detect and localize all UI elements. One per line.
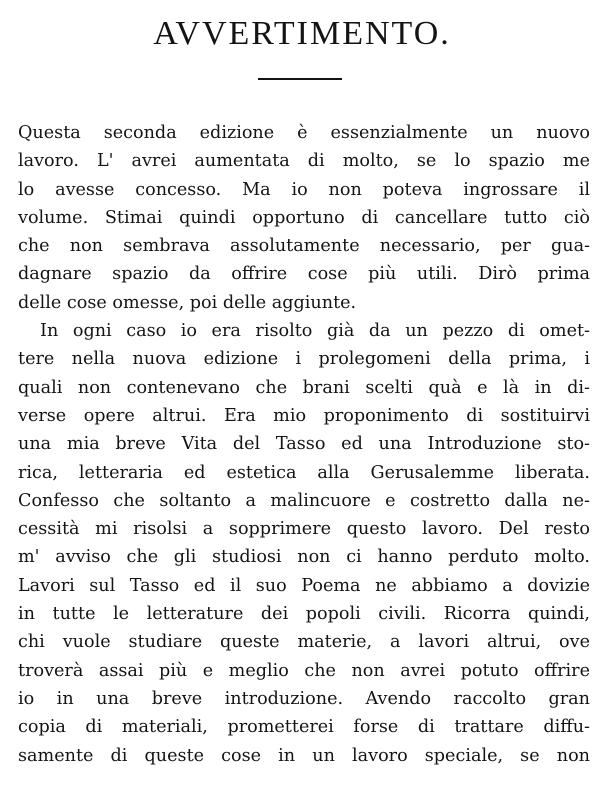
text-line: una mia breve Vita del Tasso ed una Introduzione sto-	[18, 434, 590, 455]
text-line: io in una breve introduzione. Avendo raccolto gran	[18, 688, 590, 709]
text-line: quali non contenevano che brani scelti quà e là in di-	[18, 377, 590, 398]
text-line: copia di materiali, prometterei forse di trattare diffu-	[18, 717, 590, 738]
text-line: troverà assai più e meglio che non avrei potuto offrire	[18, 660, 590, 681]
text-line: lo avesse concesso. Ma io non poteva ingrossare il	[18, 179, 590, 200]
text-line: chi vuole studiare queste materie, a lavori altrui, ove	[18, 632, 590, 653]
text-line: verse opere altrui. Era mio proponimento di sostituirvi	[18, 405, 590, 426]
text-line: In ogni caso io era risolto già da un pezzo di omet-	[40, 321, 590, 342]
text-line: Confesso che soltanto a malincuore e costretto dalla ne-	[18, 490, 590, 511]
text-line: m' avviso che gli studiosi non ci hanno perduto molto.	[18, 547, 590, 568]
text-line: dagnare spazio da offrire cose più utili. Dirò prima	[18, 264, 590, 285]
text-line: tere nella nuova edizione i prolegomeni della prima, i	[18, 349, 590, 370]
text-line: volume. Stimai quindi opportuno di cancellare tutto ciò	[18, 207, 590, 228]
body-text	[18, 119, 590, 770]
text-line: samente di queste cose in un lavoro speciale, se non	[18, 745, 590, 766]
title-divider	[258, 78, 342, 80]
text-line: lavoro. L' avrei aumentata di molto, se lo spazio me	[18, 151, 590, 172]
text-line: rica, letteraria ed estetica alla Gerusalemme liberata.	[18, 462, 590, 483]
text-line: Questa seconda edizione è essenzialmente un nuovo	[18, 123, 590, 143]
page-title: AVVERTIMENTO.	[153, 15, 451, 52]
text-line: delle cose omesse, poi delle aggiunte.	[18, 292, 357, 313]
text-line: che non sembrava assolutamente necessario, per gua-	[18, 236, 590, 257]
text-line: in tutte le letterature dei popoli civili. Ricorra quindi,	[18, 604, 590, 625]
text-line: Lavori sul Tasso ed il suo Poema ne abbiamo a dovizie	[18, 575, 590, 596]
text-line: cessità mi risolsi a sopprimere questo lavoro. Del resto	[18, 519, 590, 540]
